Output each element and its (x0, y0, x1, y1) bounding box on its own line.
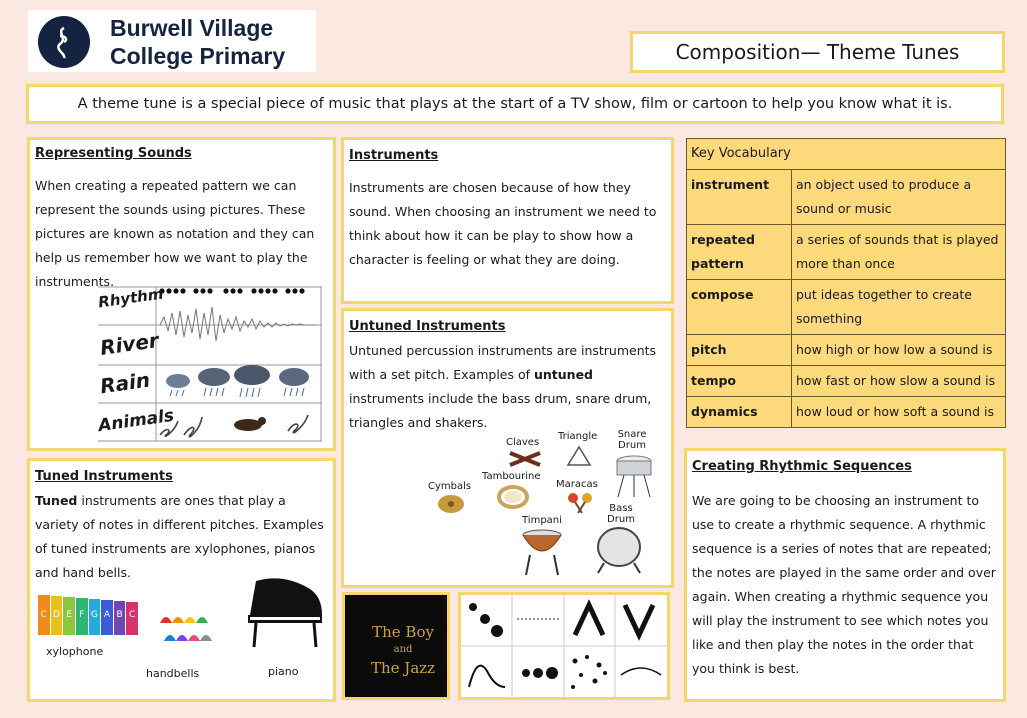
timpani-label: Timpani (522, 515, 562, 526)
vocab-definition: an object used to produce a sound or music (792, 170, 1006, 225)
maracas-icon (566, 491, 594, 515)
vocab-term: instrument (687, 170, 792, 225)
table-row (687, 225, 1006, 280)
handbells-label: handbells (146, 667, 200, 680)
claves-icon (508, 451, 542, 467)
school-crest-icon (38, 16, 90, 68)
xylophone-key: G (89, 599, 101, 635)
triangle-label: Triangle (558, 431, 598, 442)
page-title (630, 31, 1005, 73)
school-name (110, 14, 285, 70)
untuned-text-part1: Untuned percussion instruments are instruments with a set pitch. Examples of (349, 343, 657, 382)
tuned-text-bold: Tuned (35, 493, 78, 508)
boy-and-jazz-line3: The Jazz (371, 659, 436, 677)
xylophone-key: E (63, 597, 75, 635)
notation-label-river: River (98, 328, 161, 360)
intro-banner (26, 84, 1004, 124)
vocab-header-row (687, 139, 1006, 170)
bass-drum-icon (594, 525, 644, 575)
boy-and-jazz-title (371, 623, 435, 677)
untuned-text-bold: untuned (534, 367, 593, 382)
notation-chart (98, 285, 322, 443)
boy-and-jazz-cover (342, 592, 450, 700)
timpani-icon (520, 527, 564, 577)
instruments-panel (341, 137, 674, 304)
school-name-line1: Burwell Village (110, 15, 274, 41)
vocab-definition: put ideas together to create something (792, 280, 1006, 335)
notation-label-animals: Animals (96, 405, 176, 437)
xylophone-key: C (38, 595, 50, 635)
bass-drum-label: Bass Drum (607, 503, 635, 525)
vocab-definition: how fast or how slow a sound is (792, 366, 1006, 397)
table-row (687, 170, 1006, 225)
piano-label: piano (268, 665, 299, 678)
representing-sounds-heading: Representing Sounds (35, 146, 192, 161)
notation-label-rhythm: Rhythm (97, 284, 165, 312)
snare-drum-icon (614, 455, 654, 499)
rhythmic-sequences-panel (684, 448, 1006, 702)
representing-sounds-text: When creating a repeated pattern we can represent the sounds using pictures. These pictures are known as notation and they can help us remember how we want to play the instruments. (35, 178, 315, 289)
cymbals-icon (436, 493, 466, 515)
vocab-definition: how loud or how soft a sound is (792, 397, 1006, 428)
xylophone-key: A (101, 600, 113, 635)
rhythmic-sequences-heading: Creating Rhythmic Sequences (692, 459, 912, 474)
instruments-text: Instruments are chosen because of how they sound. When choosing an instrument we need to think about how it can be play to show how a character is feeling or what they are doing. (349, 180, 657, 267)
tuned-heading: Tuned Instruments (35, 469, 173, 484)
xylophone-image (38, 595, 138, 635)
untuned-text (349, 339, 667, 435)
vocab-term: pitch (687, 335, 792, 366)
table-row (687, 366, 1006, 397)
vocab-term: compose (687, 280, 792, 335)
vocab-definition: a series of sounds that is played more than once (792, 225, 1006, 280)
vocab-heading: Key Vocabulary (687, 139, 1006, 170)
vocab-term: dynamics (687, 397, 792, 428)
tambourine-label: Tambourine (482, 471, 541, 482)
untuned-text-part2: instruments include the bass drum, snare drum, triangles and shakers. (349, 391, 652, 430)
untuned-instruments-panel (341, 308, 674, 588)
cymbals-label: Cymbals (428, 481, 472, 492)
rhythmic-sequences-text: We are going to be choosing an instrument to use to create a rhythmic sequence. A rhythmic sequence is a series of notes that are repeated; the notes are played in the same order and over again. When creating a rhythmic sequence you will play the instrument to see which notes you like and then play the notes in the order that you think is best. (692, 493, 996, 676)
school-logo-box (28, 10, 316, 72)
page-title-text: Composition— Theme Tunes (675, 40, 960, 64)
school-name-line2: College Primary (110, 43, 286, 69)
claves-label: Claves (506, 437, 540, 448)
vocab-definition: how high or how low a sound is (792, 335, 1006, 366)
boy-and-jazz-line1: The Boy (372, 623, 434, 641)
vocab-term: tempo (687, 366, 792, 397)
untuned-heading: Untuned Instruments (349, 319, 506, 334)
table-row (687, 280, 1006, 335)
handbells-icon (156, 601, 218, 651)
xylophone-label: xylophone (46, 645, 104, 658)
representing-sounds-panel (27, 137, 336, 451)
maracas-label: Maracas (556, 479, 598, 490)
table-row (687, 335, 1006, 366)
tuned-text-body: instruments are ones that play a variety of notes in different pitches. Examples of tuned instruments are xylophones, pianos and hand bells. (35, 493, 324, 580)
piano-icon (244, 571, 326, 651)
triangle-icon (566, 445, 592, 467)
xylophone-key: F (76, 598, 88, 635)
graphic-notation-grid (458, 592, 670, 700)
xylophone-key: C (126, 602, 138, 635)
key-vocabulary-table (686, 138, 1006, 428)
instruments-heading: Instruments (349, 148, 439, 163)
tambourine-icon (496, 483, 530, 511)
table-row (687, 397, 1006, 428)
intro-text: A theme tune is a special piece of music that plays at the start of a TV show, film or cartoon to help you know what it is. (77, 96, 953, 112)
notation-label-rain: Rain (98, 367, 152, 399)
tuned-instruments-panel (27, 458, 336, 702)
snare-drum-label: Snare Drum (617, 429, 647, 451)
boy-and-jazz-line2: and (393, 644, 413, 655)
graphic-notation-symbols (461, 595, 667, 697)
xylophone-key: D (51, 596, 63, 635)
vocab-term: repeated pattern (687, 225, 792, 280)
xylophone-key: B (114, 601, 126, 635)
